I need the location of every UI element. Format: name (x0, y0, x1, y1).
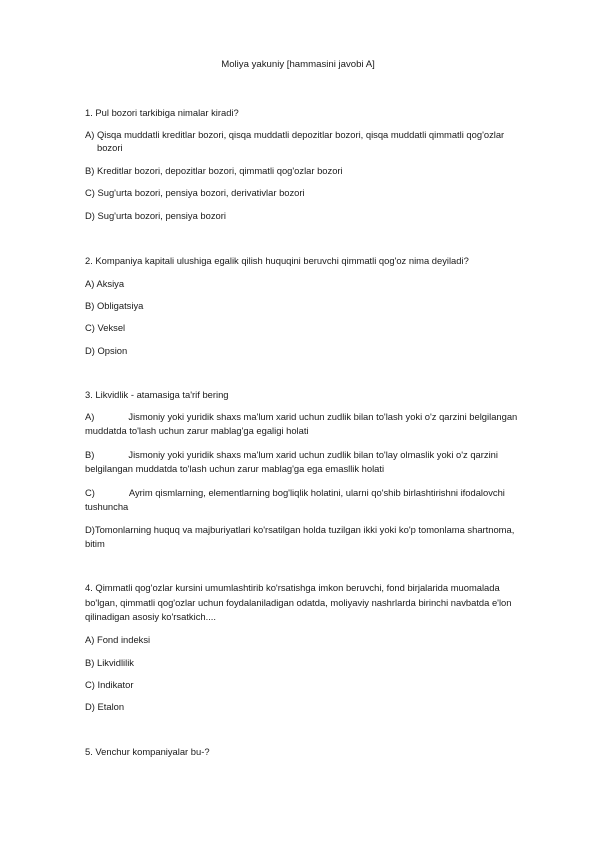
q3-option-a (85, 410, 530, 423)
q3-option-c-label: C) (85, 487, 95, 498)
question-2: 2. Kompaniya kapitali ulushiga egalik qilish huquqini beruvchi qimmatli qog'oz nima deyiladi? (85, 255, 469, 266)
question-3: 3. Likvidlik - atamasiga ta'rif bering (85, 389, 229, 400)
q3-option-c-text: Ayrim qismlarning, elementlarning bog'liqlik holatini, ularni qo'shib birlashtirishni ifodalovchi (128, 487, 505, 498)
q2-option-d: D) Opsion (85, 345, 128, 356)
q4-option-c: C) Indikator (85, 679, 134, 690)
q1-option-d: D) Sug'urta bozori, pensiya bozori (85, 210, 226, 221)
question-1: 1. Pul bozori tarkibiga nimalar kiradi? (85, 107, 239, 118)
q3-option-b-text: Jismoniy yoki yuridik shaxs ma'lum xarid uchun zudlik bilan to'lay olmaslik yoki o'z qarzini (128, 449, 498, 460)
q3-option-b-label: B) (85, 449, 95, 460)
q4-option-b: B) Likvidlilik (85, 657, 134, 668)
q3-option-c (85, 486, 530, 499)
q3-option-a-label: A) (85, 411, 95, 422)
question-4-cont-1: bo'lgan, qimmatli qog'ozlar uchun foydalaniladigan odatda, moliyaviy nashrlarda birinchi navbatda e'lon (85, 597, 512, 608)
q3-option-d: D)Tomonlarning huquq va majburiyatlari ko'rsatilgan holda tuzilgan ikki yoki ko'p tomonlama shartnoma, (85, 524, 515, 535)
document-title: Moliya yakuniy [hammasini javobi A] (221, 59, 375, 70)
q1-option-a-cont: bozori (97, 142, 123, 153)
q3-option-b-cont: belgilangan muddatda to'lash uchun zarur mablag'ga ega emasllik holati (85, 463, 385, 474)
q1-option-b: B) Kreditlar bozori, depozitlar bozori, qimmatli qog'ozlar bozori (85, 165, 343, 176)
q2-option-b: B) Obligatsiya (85, 300, 144, 311)
q2-option-a: A) Aksiya (85, 278, 125, 289)
q2-option-c: C) Veksel (85, 322, 126, 333)
q3-option-a-cont: muddatda to'lash uchun zarur mablag'ga egaligi holati (85, 425, 309, 436)
question-4: 4. Qimmatli qog'ozlar kursini umumlashtirib ko'rsatishga imkon beruvchi, fond birjalarida muomalada (85, 582, 500, 593)
q3-option-d-cont: bitim (85, 538, 105, 549)
question-5: 5. Venchur kompaniyalar bu-? (85, 746, 210, 757)
q4-option-a: A) Fond indeksi (85, 634, 151, 645)
question-4-cont-2: qilinadigan asosiy ko'rsatkich.... (85, 611, 217, 622)
q3-option-c-cont: tushuncha (85, 501, 129, 512)
q1-option-a: A) Qisqa muddatli kreditlar bozori, qisqa muddatli depozitlar bozori, qisqa muddatli qimmatli qog'ozlar (85, 129, 505, 140)
q1-option-c: C) Sug'urta bozori, pensiya bozori, derivativlar bozori (85, 187, 305, 198)
q3-option-a-text: Jismoniy yoki yuridik shaxs ma'lum xarid uchun zudlik bilan to'lash yoki o'z qarzini belgilangan (128, 411, 518, 422)
q4-option-d: D) Etalon (85, 701, 125, 712)
q3-option-b (85, 448, 530, 461)
